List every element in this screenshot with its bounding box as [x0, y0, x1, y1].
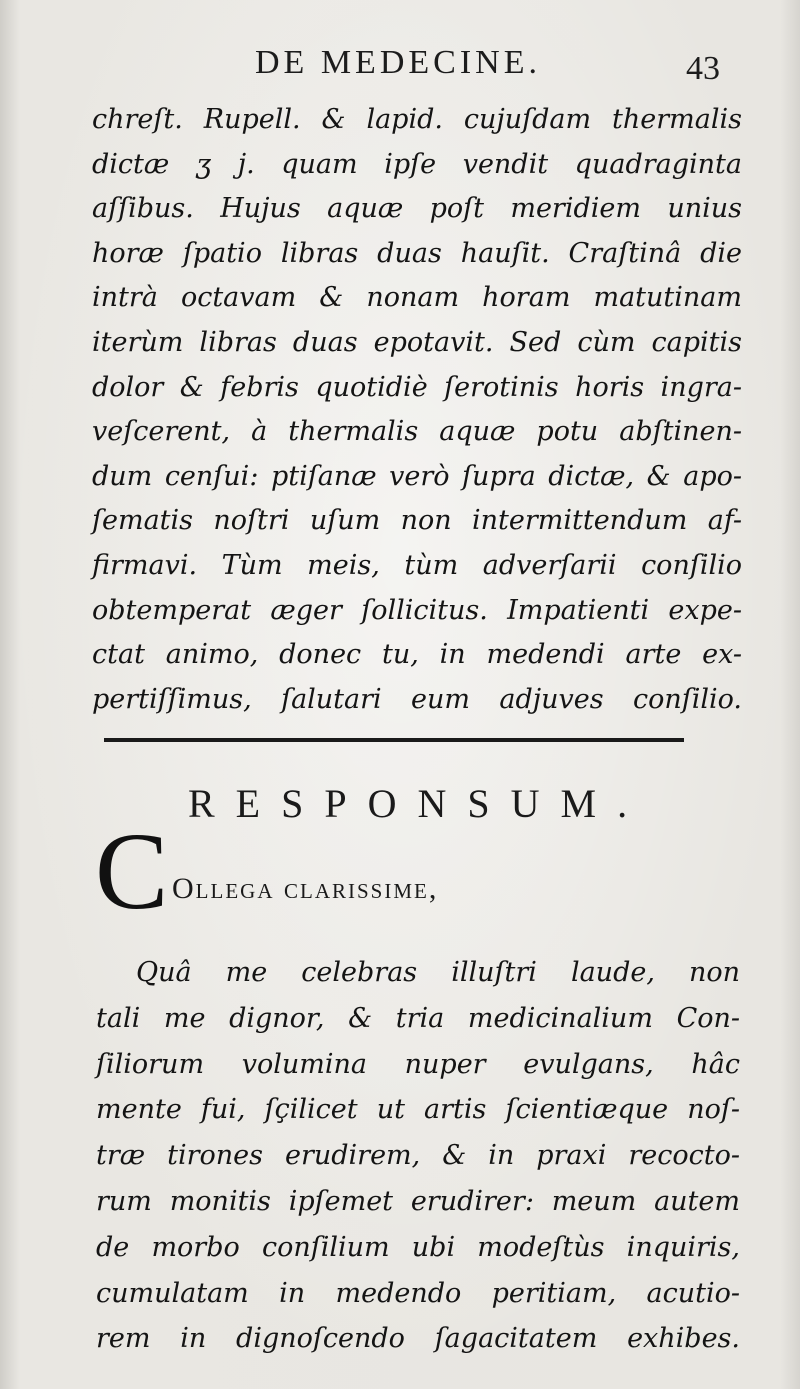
text-line: tali me dignor, & tria medicinalium Con-: [96, 1002, 740, 1034]
text-line: de morbo conſilium ubi modeſtùs inquiris,: [96, 1231, 740, 1263]
text-line: dolor & febris quotidiè ſerotinis horis ingra-: [92, 371, 742, 403]
case-paragraph: [92, 98, 742, 722]
text-line: veſcerent, à thermalis aquæ potu abſtinen-: [92, 416, 742, 448]
text-line: iterùm libras duas epotavit. Sed cùm capitis: [92, 326, 742, 358]
text-line: rum monitis ipſemet erudirer: meum autem: [96, 1185, 740, 1217]
text-line: Quâ me celebras illuſtri laude, non: [136, 957, 740, 988]
text-line: rem in dignoſcendo ſagacitatem exhibes.: [96, 1323, 740, 1355]
text-line: cumulatam in medendo peritiam, acutio-: [96, 1277, 740, 1309]
text-line: firmavi. Tùm meis, tùm adverſarii conſilio: [92, 549, 742, 581]
text-line: aſſibus. Hujus aquæ poſt meridiem unius: [92, 193, 742, 225]
response-paragraph: [96, 950, 740, 1362]
text-line: ſiliorum volumina nuper evulgans, hâc: [96, 1048, 740, 1080]
running-head: DE MEDECINE.: [255, 44, 541, 81]
text-line: chreſt. Rupell. & lapid. cujuſdam thermalis: [92, 104, 742, 135]
text-line: mente fui, ſçilicet ut artis ſcientiæque noſ-: [96, 1094, 740, 1126]
text-line: obtemperat æger ſollicitus. Impatienti expe-: [92, 594, 742, 626]
text-line: træ tirones erudirem, & in praxi recocto-: [96, 1140, 740, 1172]
section-heading: RESPONSUM.: [188, 781, 649, 826]
text-line: pertiſſimus, ſalutari eum adjuves conſilio.: [92, 683, 742, 715]
page-number: 43: [686, 50, 720, 87]
text-line: horæ ſpatio libras duas hauſit. Craſtinâ die: [92, 237, 742, 269]
drop-cap: C: [95, 810, 169, 932]
text-line: dum cenſui: ptiſanæ verò ſupra dictæ, & apo-: [92, 460, 742, 492]
text-line: dictæ ʒ j. quam ipſe vendit quadraginta: [92, 148, 742, 180]
text-line: ctat animo, donec tu, in medendi arte ex-: [92, 639, 742, 671]
section-divider-rule: [104, 738, 684, 742]
text-line: ſematis noſtri uſum non intermittendum af-: [92, 505, 742, 537]
text-line: intrà octavam & nonam horam matutinam: [92, 282, 742, 314]
salutation: Ollega clarissime,: [172, 872, 439, 905]
